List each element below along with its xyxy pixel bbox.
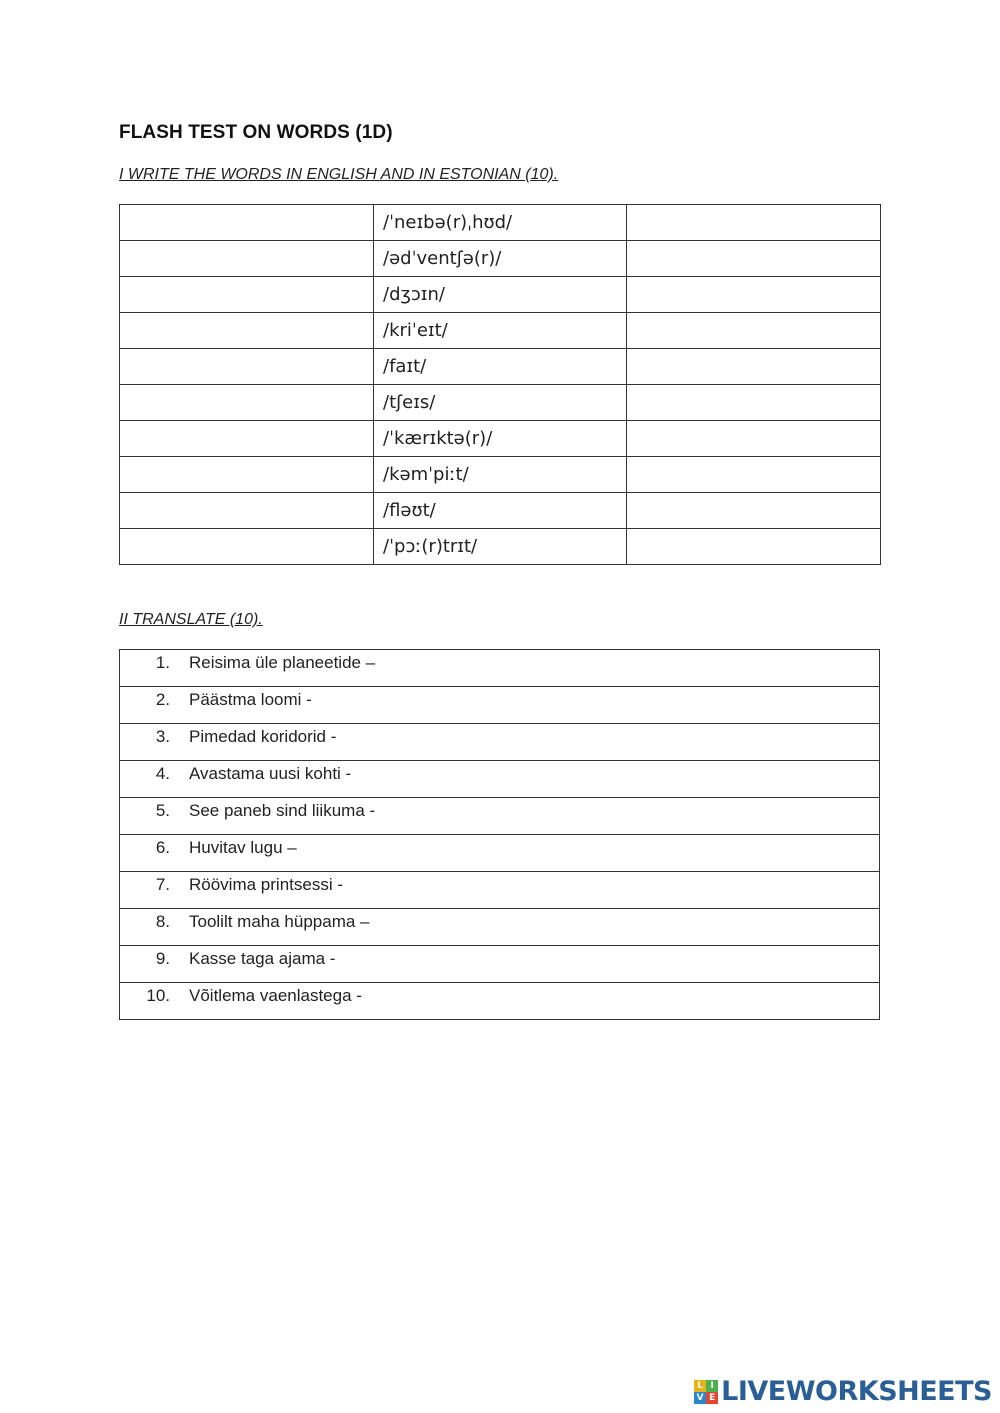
english-word-input[interactable] [129, 313, 373, 348]
item-number: 4. [155, 764, 170, 783]
item-text: Avastama uusi kohti - [189, 764, 352, 783]
table-row [120, 349, 881, 385]
english-word-cell[interactable] [120, 205, 374, 241]
item-text: See paneb sind liikuma - [189, 801, 376, 820]
item-text: Võitlema vaenlastega - [189, 986, 362, 1005]
transcription-cell: /ˈneɪbə(r)ˌhʊd/ [374, 205, 627, 241]
estonian-word-cell[interactable] [627, 457, 881, 493]
table-row [120, 457, 881, 493]
english-word-input[interactable] [129, 457, 373, 492]
estonian-word-cell[interactable] [627, 349, 881, 385]
item-number: 1. [155, 653, 170, 672]
english-word-cell[interactable] [120, 277, 374, 313]
translate-item-cell[interactable] [120, 909, 880, 946]
table-row [120, 909, 880, 946]
estonian-word-cell[interactable] [627, 205, 881, 241]
estonian-word-input[interactable] [636, 313, 880, 348]
transcription-cell: /dʒɔɪn/ [374, 277, 627, 313]
english-word-cell[interactable] [120, 493, 374, 529]
table-row [120, 385, 881, 421]
item-number: 5. [155, 801, 170, 820]
english-word-input[interactable] [129, 349, 373, 384]
english-word-input[interactable] [129, 421, 373, 456]
table-row [120, 798, 880, 835]
item-text: Röövima printsessi - [189, 875, 343, 894]
transcription-cell: /ˈpɔː(r)trɪt/ [374, 529, 627, 565]
item-number: 9. [155, 949, 170, 968]
item-text: Huvitav lugu – [189, 838, 297, 857]
transcription-cell: /tʃeɪs/ [374, 385, 627, 421]
logo-text: LIVEWORKSHEETS [721, 1376, 992, 1407]
estonian-word-cell[interactable] [627, 385, 881, 421]
english-word-input[interactable] [129, 205, 373, 240]
english-word-cell[interactable] [120, 457, 374, 493]
item-number: 2. [155, 690, 170, 709]
table-row [120, 313, 881, 349]
estonian-word-input[interactable] [636, 349, 880, 384]
item-number: 6. [155, 838, 170, 857]
item-text: Toolilt maha hüppama – [189, 912, 370, 931]
estonian-word-input[interactable] [636, 205, 880, 240]
estonian-word-cell[interactable] [627, 493, 881, 529]
estonian-word-input[interactable] [636, 385, 880, 420]
logo-letter: E [706, 1392, 718, 1404]
table-row [120, 241, 881, 277]
transcription-table [119, 204, 881, 565]
estonian-word-cell[interactable] [627, 241, 881, 277]
item-number: 10. [146, 986, 170, 1005]
logo-letter: V [694, 1392, 706, 1404]
translate-item-cell[interactable] [120, 761, 880, 798]
english-word-input[interactable] [129, 385, 373, 420]
translate-item-cell[interactable] [120, 835, 880, 872]
section-1-heading: I WRITE THE WORDS IN ENGLISH AND IN ESTONIAN (10). [119, 166, 559, 183]
logo-letter: L [694, 1380, 706, 1392]
transcription-cell: /ədˈventʃə(r)/ [374, 241, 627, 277]
table-row [120, 983, 880, 1020]
item-number: 7. [155, 875, 170, 894]
table-row [120, 277, 881, 313]
page-title: FLASH TEST ON WORDS (1D) [119, 122, 393, 143]
liveworksheets-logo [694, 1376, 992, 1407]
translate-item-cell[interactable] [120, 650, 880, 687]
translate-item-cell[interactable] [120, 946, 880, 983]
item-text: Pimedad koridorid - [189, 727, 337, 746]
english-word-cell[interactable] [120, 385, 374, 421]
translate-item-cell[interactable] [120, 687, 880, 724]
table-row [120, 205, 881, 241]
estonian-word-input[interactable] [636, 457, 880, 492]
transcription-cell: /kəmˈpiːt/ [374, 457, 627, 493]
estonian-word-cell[interactable] [627, 421, 881, 457]
translate-item-cell[interactable] [120, 872, 880, 909]
estonian-word-input[interactable] [636, 529, 880, 564]
liveworksheets-logo-mark [694, 1380, 718, 1404]
translate-item-cell[interactable] [120, 798, 880, 835]
english-word-cell[interactable] [120, 313, 374, 349]
item-number: 8. [155, 912, 170, 931]
translate-item-cell[interactable] [120, 724, 880, 761]
item-text: Reisima üle planeetide – [189, 653, 376, 672]
estonian-word-input[interactable] [636, 277, 880, 312]
table-row [120, 761, 880, 798]
english-word-cell[interactable] [120, 529, 374, 565]
table-row [120, 724, 880, 761]
estonian-word-cell[interactable] [627, 529, 881, 565]
estonian-word-input[interactable] [636, 421, 880, 456]
english-word-cell[interactable] [120, 241, 374, 277]
translation-table [119, 649, 880, 1020]
english-word-cell[interactable] [120, 349, 374, 385]
table-row [120, 529, 881, 565]
english-word-input[interactable] [129, 493, 373, 528]
transcription-cell: /ˈkærɪktə(r)/ [374, 421, 627, 457]
table-row [120, 650, 880, 687]
table-row [120, 687, 880, 724]
english-word-input[interactable] [129, 529, 373, 564]
table-row [120, 421, 881, 457]
item-text: Kasse taga ajama - [189, 949, 336, 968]
translate-item-cell[interactable] [120, 983, 880, 1020]
transcription-cell: /fləʊt/ [374, 493, 627, 529]
estonian-word-cell[interactable] [627, 277, 881, 313]
item-number: 3. [155, 727, 170, 746]
table-row [120, 835, 880, 872]
transcription-cell: /faɪt/ [374, 349, 627, 385]
section-2-heading: II TRANSLATE (10). [119, 611, 263, 628]
logo-letter: I [706, 1380, 718, 1392]
item-text: Päästma loomi - [189, 690, 312, 709]
transcription-cell: /kriˈeɪt/ [374, 313, 627, 349]
english-word-input[interactable] [129, 241, 373, 276]
table-row [120, 493, 881, 529]
table-row [120, 872, 880, 909]
estonian-word-cell[interactable] [627, 313, 881, 349]
english-word-input[interactable] [129, 277, 373, 312]
table-row [120, 946, 880, 983]
estonian-word-input[interactable] [636, 493, 880, 528]
estonian-word-input[interactable] [636, 241, 880, 276]
english-word-cell[interactable] [120, 421, 374, 457]
